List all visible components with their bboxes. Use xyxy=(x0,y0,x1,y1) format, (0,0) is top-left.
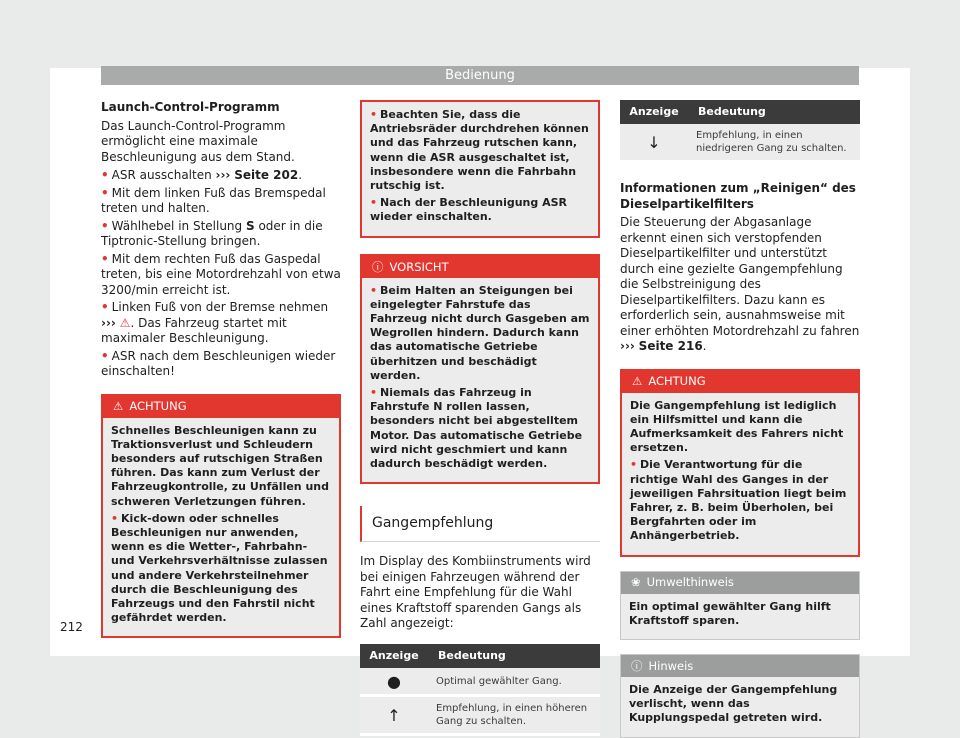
column-3 xyxy=(620,100,860,738)
page-ref-link[interactable]: Seite 216 xyxy=(638,339,703,353)
note-box: ⓘ Hinweis Die Anzeige der Gangempfehlung verlischt, wenn das Kupplungspedal getreten wird. xyxy=(620,654,860,738)
note-box-header: ⓘ Hinweis xyxy=(621,655,859,677)
table-header-anzeige: Anzeige xyxy=(360,644,428,668)
launch-control-intro: Das Launch-Control-Programm ermöglicht eine maximale Beschleunigung aus dem Stand. xyxy=(101,118,295,164)
dpf-text: Die Steuerung der Abgasanlage erkennt einen sich verstopfenden Dieselpartikelfilter und unterstützt durch eine gezielte Gangempfehlung die Selbstreinigung des Dieselpartikelfilters. Dazu kann es erforderlich sein, ausnahmsweise mit einer erhöhten Motordrehzahl zu fahren ››› Seite 216. xyxy=(620,215,860,353)
step-6: • ASR nach dem Beschleunigen wieder einschalten! xyxy=(101,348,336,378)
caution-box-header: ⓘ VORSICHT xyxy=(362,256,598,278)
warning-triangle-icon: ⚠ xyxy=(632,374,643,389)
gangempfehlung-text: Im Display des Kombiinstruments wird bei einigen Fahrzeugen während der Fahrt eine Empfehlung für die Wahl eines Kraftstoff sparenden Gangs als Zahl angezeigt: xyxy=(360,554,591,631)
section-title-gangempfehlung: Gangempfehlung xyxy=(360,506,600,542)
warning-box-gear: ⚠ ACHTUNG Die Gangempfehlung ist lediglich ein Hilfsmittel und kann die Aufmerksamkeit des Fahrers nicht ersetzen. • Die Verantwortung für die richtige Wahl des Ganges in der jeweiligen Fahrsituation liegt beim Fahrer, z. B. beim Überholen, bei Bergfahrten oder im Anhängerbetrieb. xyxy=(620,369,860,557)
environment-box-header: ❀ Umwelthinweis xyxy=(621,572,859,594)
warning-bullet: • Die Verantwortung für die richtige Wahl des Ganges in der jeweiligen Fahrsituation liegt beim Fahrer, z. B. beim Überholen, bei Bergfahrten oder im Anhängerbetrieb. xyxy=(630,458,847,543)
warning-triangle-icon: ⚠ xyxy=(113,399,124,414)
warning-box-body: Schnelles Beschleunigen kann zu Traktionsverlust und Schleudern besonders auf rutschigen Straßen führen. Das kann zum Verlust der Fahrzeugkontrolle, zu Unfällen und schweren Verletzungen führen. • Kick-down oder schnelles Beschleunigen nur anwenden, wenn es die Wetter-, Fahrbahn- und Verkehrsverhältnisse zulassen und andere Verkehrsteilnehmer durch die Beschleunigung des Fahrzeugs und den Fahrstil nicht gefährdet werden. xyxy=(111,423,330,625)
column-2 xyxy=(360,100,600,736)
caution-circle-icon: ⓘ xyxy=(372,259,384,274)
step-2: • Mit dem linken Fuß das Bremspedal treten und halten. xyxy=(101,185,326,215)
caution-bullet: • Beim Halten an Steigungen bei eingelegter Fahrstufe das Fahrzeug nicht durch Gasgeben am Wegrollen hindern. Dadurch kann das automatische Getriebe überhitzen und beschädigt werden. xyxy=(370,283,590,382)
dpf-heading: Informationen zum „Reinigen“ des Dieselpartikelfilters xyxy=(620,181,856,211)
environment-box: ❀ Umwelthinweis Ein optimal gewählter Gang hilft Kraftstoff sparen. xyxy=(620,571,860,640)
arrow-down-icon: ↓ xyxy=(620,124,688,162)
gear-table-continued xyxy=(620,100,860,163)
table-row: ↓ Empfehlung, in einen niedrigeren Gang zu schalten. xyxy=(620,124,860,162)
dot-icon: ● xyxy=(360,668,428,696)
step-5: • Linken Fuß von der Bremse nehmen ››› ⚠. Das Fahrzeug startet mit maximaler Beschleunigung. xyxy=(101,300,329,345)
warning-box-header: ⚠ ACHTUNG xyxy=(622,371,858,393)
info-icon: ⓘ xyxy=(631,658,643,673)
launch-control-heading: Launch-Control-Programm xyxy=(101,100,280,114)
table-row: ↑ Empfehlung, in einen höheren Gang zu schalten. xyxy=(360,696,600,735)
warning-box-launch xyxy=(101,394,341,639)
warning-triangle-icon: ⚠ xyxy=(119,315,131,330)
warning-bullet: • Beachten Sie, dass die Antriebsräder durchdrehen können und das Fahrzeug rutschen kann, wenn die ASR ausgeschaltet ist, insbesondere wenn die Fahrbahn rutschig ist. xyxy=(370,108,589,193)
table-row: ● Optimal gewählter Gang. xyxy=(360,668,600,696)
page-number: 212 xyxy=(60,620,83,634)
arrow-up-icon: ↑ xyxy=(360,696,428,735)
step-1: • ASR ausschalten ››› Seite 202. xyxy=(101,168,303,182)
gear-table xyxy=(360,644,600,737)
warning-bullet: • Nach der Beschleunigung ASR wieder einschalten. xyxy=(370,196,567,224)
table-header-anzeige: Anzeige xyxy=(620,100,688,124)
table-header-bedeutung: Bedeutung xyxy=(428,644,600,668)
table-header-bedeutung: Bedeutung xyxy=(688,100,860,124)
caution-bullet: • Niemals das Fahrzeug in Fahrstufe N rollen lassen, besonders nicht bei abgestelltem Motor. Das automatische Getriebe wird nicht geschmiert und kann dadurch beschädigt werden. xyxy=(370,386,583,471)
column-1 xyxy=(101,100,341,638)
page-header: Bedienung xyxy=(101,66,859,85)
caution-box xyxy=(360,254,600,485)
warning-box-continued xyxy=(360,100,600,238)
page-ref-link[interactable]: Seite 202 xyxy=(234,168,299,182)
leaf-icon: ❀ xyxy=(631,575,641,590)
warning-box-header: ⚠ ACHTUNG xyxy=(103,396,339,418)
step-4: • Mit dem rechten Fuß das Gaspedal treten, bis eine Motordrehzahl von etwa 3200/min erreicht ist. xyxy=(101,251,341,297)
warning-bullet: • Kick-down oder schnelles Beschleunigen nur anwenden, wenn es die Wetter-, Fahrbahn- und Verkehrsverhältnisse zulassen und andere Verkehrsteilnehmer durch die Beschleunigung des Fahrzeugs und den Fahrstil nicht gefährdet werden. xyxy=(111,511,328,625)
step-3: • Wählhebel in Stellung S oder in die Tiptronic-Stellung bringen. xyxy=(101,218,323,248)
